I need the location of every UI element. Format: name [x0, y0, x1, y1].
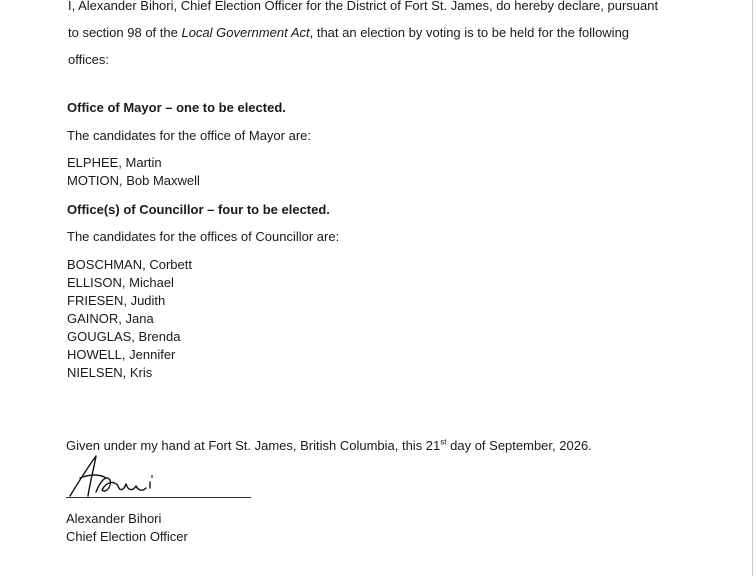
mayor-candidate-list: [67, 154, 200, 190]
candidate-name: ELLISON, Michael: [67, 275, 174, 290]
act-name: Local Government Act: [181, 25, 310, 40]
candidate-name: MOTION, Bob Maxwell: [67, 173, 200, 188]
mayor-heading: Office of Mayor – one to be elected.: [67, 100, 286, 115]
candidate-name: GAINOR, Jana: [67, 311, 154, 326]
signatory-name: Alexander Bihori: [66, 511, 162, 526]
signature-image: [66, 452, 166, 500]
signatory-title: Chief Election Officer: [66, 529, 188, 544]
intro-line-1: I, Alexander Bihori, Chief Election Officer for the District of Fort St. James, do hereby declare, pursuant: [68, 0, 659, 13]
mayor-intro: The candidates for the office of Mayor are:: [67, 128, 312, 143]
candidate-name: BOSCHMAN, Corbett: [67, 257, 192, 272]
candidate-name: ELPHEE, Martin: [67, 155, 162, 170]
given-text-start: Given under my hand at Fort St. James, British Columbia, this 21: [66, 438, 441, 453]
page-edge-divider: [752, 0, 753, 576]
councillor-intro: The candidates for the offices of Councillor are:: [67, 229, 340, 244]
councillor-candidate-list: [67, 256, 192, 382]
candidate-name: FRIESEN, Judith: [67, 293, 166, 308]
declaration-intro: [68, 0, 678, 73]
councillor-heading: Office(s) of Councillor – four to be elected.: [67, 202, 330, 217]
given-statement: [66, 438, 592, 453]
intro-line-2: [68, 19, 678, 46]
candidate-name: GOUGLAS, Brenda: [67, 329, 181, 344]
ordinal-suffix: st: [440, 437, 447, 447]
candidate-name: NIELSEN, Kris: [67, 365, 153, 380]
intro-line-2-end: , that an election by voting is to be held for the following: [309, 25, 630, 40]
given-text-end: day of September, 2026.: [446, 438, 592, 453]
candidate-name: HOWELL, Jennifer: [67, 347, 176, 362]
intro-line-3: offices:: [68, 52, 109, 67]
intro-line-2-start: to section 98 of the: [68, 25, 182, 40]
signature-line: [66, 497, 251, 498]
signatory-block: [66, 510, 188, 546]
